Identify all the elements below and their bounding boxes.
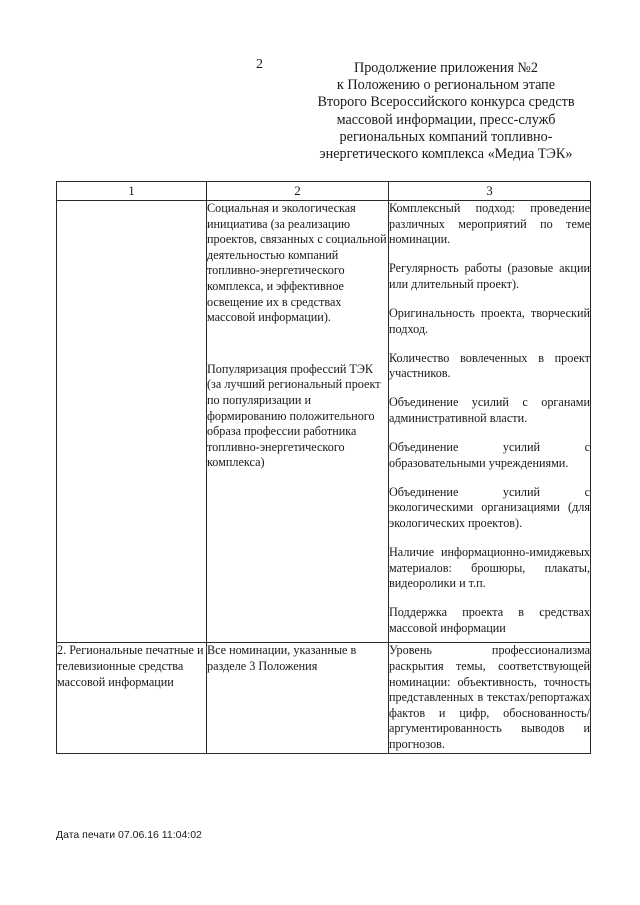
nominations-cell — [207, 201, 389, 643]
header-line: региональных компаний топливно- — [339, 128, 553, 145]
header-line: Продолжение приложения №2 — [353, 60, 539, 76]
header-line: массовой информации, пресс-служб — [336, 111, 556, 128]
table-header-row — [57, 182, 591, 201]
criterion-item: Объединение усилий с органами административной власти. — [389, 395, 590, 425]
criteria-table — [56, 181, 591, 754]
column-header-3: 3 — [389, 182, 591, 201]
criterion-item: Наличие информационно-имиджевых материалов: брошюры, плакаты, видеоролики и т.п. — [389, 545, 590, 591]
table-row — [57, 643, 591, 753]
criterion-item: Объединение усилий с образовательными учреждениями. — [389, 440, 590, 470]
category-cell — [57, 201, 207, 643]
criteria-cell: Уровень профессионализма раскрытия темы, соответствующей номинации: объективность, точность представленных в текстах/репортажах фактов и цифр, обоснованность/аргументированность выводов и прогнозов. — [389, 643, 591, 753]
nomination-text: Популяризация профессий ТЭК (за лучший региональный проект по популяризации и формированию положительного образа профессии работника топливно-энергетического комплекса) — [207, 361, 381, 470]
nomination-text: Социальная и экологическая инициатива (за реализацию проектов, связанных с социальной деятельностью компаний топливно-энергетического комплекса, и эффективное освещение их в средствах массовой информации). — [207, 201, 387, 325]
criterion-item: Регулярность работы (разовые акции или длительный проект). — [389, 261, 590, 291]
criterion-item: Количество вовлеченных в проект участников. — [389, 350, 590, 381]
criteria-cell — [389, 201, 591, 643]
header-line: к Положению о региональном этапе — [336, 77, 556, 94]
criterion-item: Объединение усилий с экологическими организациями (для экологических проектов). — [389, 484, 590, 530]
column-header-1: 1 — [57, 182, 207, 201]
criterion-item: Оригинальность проекта, творческий подход. — [389, 305, 590, 336]
header-line: Второго Всероссийского конкурса средств — [317, 94, 575, 111]
category-cell: 2. Региональные печатные и телевизионные средства массовой информации — [57, 643, 207, 753]
table-row — [57, 201, 591, 643]
header-line: энергетического комплекса «Медиа ТЭК» — [319, 146, 573, 163]
page-number: 2 — [256, 57, 263, 72]
print-date: Дата печати 07.06.16 11:04:02 — [56, 829, 202, 841]
criterion-item: Комплексный подход: проведение различных мероприятий по теме номинации. — [389, 201, 590, 247]
column-header-2: 2 — [207, 182, 389, 201]
criterion-item: Поддержка проекта в средствах массовой информации — [389, 605, 590, 635]
nominations-cell: Все номинации, указанные в разделе 3 Положения — [207, 643, 389, 753]
appendix-header — [288, 60, 604, 163]
